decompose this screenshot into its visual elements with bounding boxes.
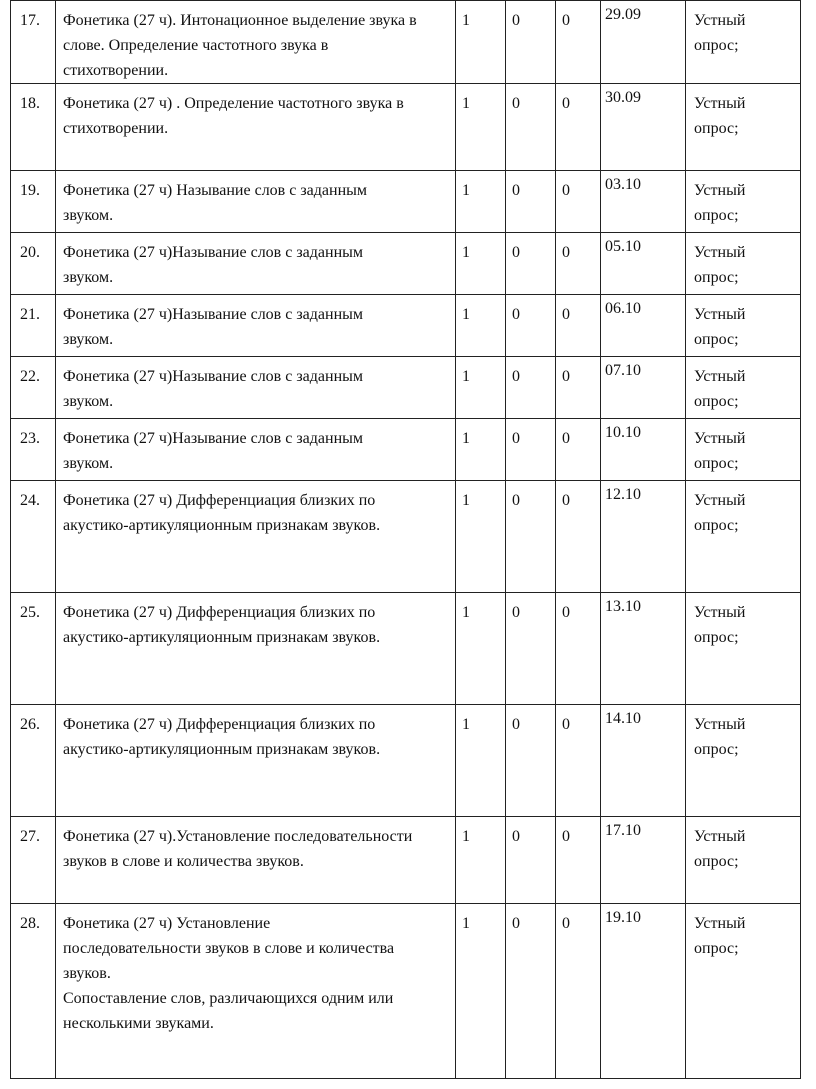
topic-line: Фонетика (27 ч) Установление: [63, 915, 271, 932]
hours-total: 1: [456, 1, 506, 84]
control-form: [686, 171, 801, 233]
topic-line: звуков.: [63, 965, 111, 982]
row-number: 26.: [11, 705, 56, 817]
table-row: [11, 904, 801, 1079]
lesson-date: 13.10: [601, 593, 686, 705]
control-form: [686, 705, 801, 817]
table-row: [11, 84, 801, 171]
control-line: Устный: [694, 95, 746, 112]
control-form: [686, 419, 801, 481]
row-number: 25.: [11, 593, 56, 705]
topic-line: звуком.: [63, 207, 114, 224]
lesson-topic: [56, 1, 456, 84]
table-row: [11, 1, 801, 84]
table-row: [11, 419, 801, 481]
hours-theory: 0: [506, 817, 556, 904]
control-form: [686, 593, 801, 705]
lesson-plan-table: [10, 0, 801, 1079]
topic-line: Сопоставление слов, различающихся одним или: [63, 990, 394, 1007]
lesson-topic: [56, 593, 456, 705]
row-number: 28.: [11, 904, 56, 1079]
hours-total: 1: [456, 171, 506, 233]
hours-theory: 0: [506, 593, 556, 705]
control-line: Устный: [694, 368, 746, 385]
hours-total: 1: [456, 481, 506, 593]
control-line: Устный: [694, 430, 746, 447]
control-line: опрос;: [694, 393, 739, 410]
control-line: Устный: [694, 182, 746, 199]
hours-practice: 0: [556, 705, 601, 817]
topic-line: Фонетика (27 ч) Дифференциация близких по: [63, 604, 376, 621]
row-number: 19.: [11, 171, 56, 233]
lesson-topic: [56, 357, 456, 419]
lesson-date: 14.10: [601, 705, 686, 817]
hours-practice: 0: [556, 171, 601, 233]
hours-practice: 0: [556, 1, 601, 84]
hours-total: 1: [456, 295, 506, 357]
control-line: опрос;: [694, 120, 739, 137]
hours-practice: 0: [556, 419, 601, 481]
topic-line: Фонетика (27 ч) . Определение частотного звука в: [63, 95, 404, 112]
control-form: [686, 84, 801, 171]
lesson-topic: [56, 84, 456, 171]
topic-line: Фонетика (27 ч) Дифференциация близких по: [63, 716, 376, 733]
lesson-date: 29.09: [601, 1, 686, 84]
topic-line: акустико-артикуляционным признакам звуков.: [63, 629, 381, 646]
hours-theory: 0: [506, 357, 556, 419]
topic-line: Фонетика (27 ч)Называние слов с заданным: [63, 368, 363, 385]
topic-line: стихотворении.: [63, 62, 169, 79]
control-form: [686, 481, 801, 593]
control-line: опрос;: [694, 37, 739, 54]
hours-theory: 0: [506, 419, 556, 481]
hours-total: 1: [456, 705, 506, 817]
row-number: 21.: [11, 295, 56, 357]
control-line: Устный: [694, 306, 746, 323]
control-line: опрос;: [694, 517, 739, 534]
table-row: [11, 233, 801, 295]
lesson-date: 07.10: [601, 357, 686, 419]
lesson-date: 06.10: [601, 295, 686, 357]
topic-line: Фонетика (27 ч) Дифференциация близких по: [63, 492, 376, 509]
table-row: [11, 171, 801, 233]
topic-line: несколькими звуками.: [63, 1015, 214, 1032]
row-number: 18.: [11, 84, 56, 171]
hours-total: 1: [456, 84, 506, 171]
hours-theory: 0: [506, 705, 556, 817]
topic-line: акустико-артикуляционным признакам звуков.: [63, 741, 381, 758]
hours-theory: 0: [506, 171, 556, 233]
control-form: [686, 817, 801, 904]
hours-practice: 0: [556, 233, 601, 295]
hours-total: 1: [456, 419, 506, 481]
hours-theory: 0: [506, 295, 556, 357]
lesson-date: 19.10: [601, 904, 686, 1079]
table-row: [11, 357, 801, 419]
control-line: Устный: [694, 12, 746, 29]
table-row: [11, 593, 801, 705]
hours-total: 1: [456, 357, 506, 419]
control-form: [686, 904, 801, 1079]
topic-line: Фонетика (27 ч).Установление последовательности: [63, 828, 413, 845]
control-line: Устный: [694, 244, 746, 261]
hours-practice: 0: [556, 593, 601, 705]
control-line: Устный: [694, 492, 746, 509]
topic-line: акустико-артикуляционным признакам звуков.: [63, 517, 381, 534]
table-row: [11, 481, 801, 593]
hours-theory: 0: [506, 904, 556, 1079]
row-number: 20.: [11, 233, 56, 295]
hours-total: 1: [456, 817, 506, 904]
control-line: Устный: [694, 716, 746, 733]
lesson-topic: [56, 419, 456, 481]
control-form: [686, 233, 801, 295]
control-line: опрос;: [694, 629, 739, 646]
topic-line: последовательности звуков в слове и количества: [63, 940, 395, 957]
lesson-topic: [56, 481, 456, 593]
lesson-date: 10.10: [601, 419, 686, 481]
topic-line: Фонетика (27 ч). Интонационное выделение звука в: [63, 12, 417, 29]
lesson-topic: [56, 904, 456, 1079]
lesson-topic: [56, 705, 456, 817]
control-line: опрос;: [694, 207, 739, 224]
topic-line: Фонетика (27 ч)Называние слов с заданным: [63, 430, 363, 447]
hours-practice: 0: [556, 84, 601, 171]
hours-practice: 0: [556, 295, 601, 357]
hours-theory: 0: [506, 1, 556, 84]
hours-practice: 0: [556, 481, 601, 593]
hours-theory: 0: [506, 84, 556, 171]
table-row: [11, 705, 801, 817]
control-form: [686, 295, 801, 357]
lesson-topic: [56, 295, 456, 357]
topic-line: звуков в слове и количества звуков.: [63, 853, 304, 870]
row-number: 27.: [11, 817, 56, 904]
topic-line: Фонетика (27 ч) Называние слов с заданным: [63, 182, 367, 199]
lesson-topic: [56, 171, 456, 233]
control-line: опрос;: [694, 455, 739, 472]
control-line: опрос;: [694, 269, 739, 286]
lesson-date: 17.10: [601, 817, 686, 904]
row-number: 17.: [11, 1, 56, 84]
control-line: Устный: [694, 915, 746, 932]
control-line: опрос;: [694, 741, 739, 758]
control-line: опрос;: [694, 331, 739, 348]
topic-line: Фонетика (27 ч)Называние слов с заданным: [63, 244, 363, 261]
lesson-topic: [56, 817, 456, 904]
control-form: [686, 357, 801, 419]
topic-line: слове. Определение частотного звука в: [63, 37, 329, 54]
table-row: [11, 817, 801, 904]
row-number: 24.: [11, 481, 56, 593]
table-row: [11, 295, 801, 357]
lesson-date: 03.10: [601, 171, 686, 233]
control-line: Устный: [694, 828, 746, 845]
lesson-date: 30.09: [601, 84, 686, 171]
hours-total: 1: [456, 593, 506, 705]
hours-practice: 0: [556, 357, 601, 419]
hours-practice: 0: [556, 817, 601, 904]
hours-total: 1: [456, 233, 506, 295]
topic-line: звуком.: [63, 331, 114, 348]
row-number: 23.: [11, 419, 56, 481]
topic-line: Фонетика (27 ч)Называние слов с заданным: [63, 306, 363, 323]
topic-line: звуком.: [63, 269, 114, 286]
control-line: опрос;: [694, 853, 739, 870]
hours-theory: 0: [506, 481, 556, 593]
hours-total: 1: [456, 904, 506, 1079]
row-number: 22.: [11, 357, 56, 419]
lesson-date: 12.10: [601, 481, 686, 593]
hours-theory: 0: [506, 233, 556, 295]
topic-line: стихотворении.: [63, 120, 169, 137]
hours-practice: 0: [556, 904, 601, 1079]
lesson-date: 05.10: [601, 233, 686, 295]
control-line: Устный: [694, 604, 746, 621]
control-line: опрос;: [694, 940, 739, 957]
topic-line: звуком.: [63, 455, 114, 472]
control-form: [686, 1, 801, 84]
lesson-topic: [56, 233, 456, 295]
topic-line: звуком.: [63, 393, 114, 410]
